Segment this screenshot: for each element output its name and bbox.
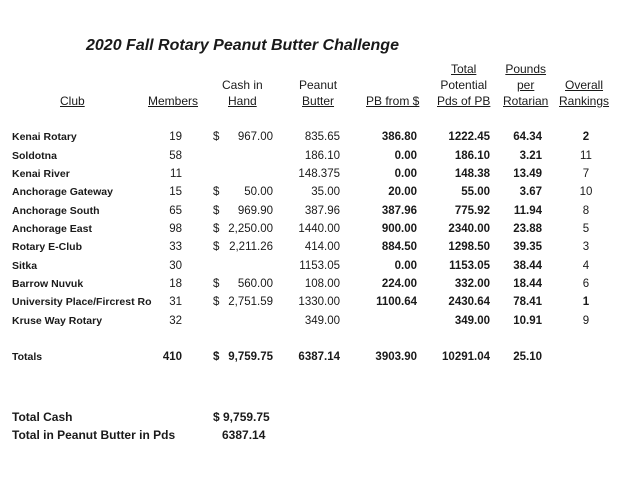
members-count: 15	[169, 186, 182, 198]
pounds-per-rotarian: 78.41	[513, 296, 542, 308]
club-name: Kenai Rotary	[12, 131, 77, 143]
pb-from-dollars: 0.00	[394, 168, 417, 180]
header-members-line: Members	[148, 94, 199, 108]
header-cash	[222, 77, 263, 109]
header-pounds-line1: Pounds	[505, 62, 547, 76]
table-row	[0, 202, 640, 220]
pounds-per-rotarian: 10.91	[513, 315, 542, 327]
header-pounds	[503, 61, 548, 109]
members-count: 18	[169, 278, 182, 290]
pb-from-dollars: 224.00	[381, 278, 417, 290]
pounds-per-rotarian: 11.94	[513, 205, 542, 217]
total-potential: 186.10	[454, 150, 490, 162]
peanut-butter: 1153.05	[299, 260, 340, 272]
peanut-butter: 349.00	[304, 315, 340, 327]
dollar-sign: $	[213, 296, 220, 308]
table-row	[0, 257, 640, 275]
total-potential: 349.00	[454, 315, 490, 327]
overall-ranking: 6	[582, 278, 590, 290]
peanut-butter: 835.65	[304, 131, 340, 143]
header-pounds-line2: per	[517, 78, 535, 92]
totals-members: 410	[162, 351, 182, 363]
cash-in-hand: 969.90	[237, 205, 273, 217]
table-row	[0, 238, 640, 256]
dollar-sign: $	[213, 131, 220, 143]
club-name: Anchorage Gateway	[12, 186, 113, 198]
overall-ranking: 10	[579, 186, 593, 198]
pounds-per-rotarian: 38.44	[513, 260, 542, 272]
table-row	[0, 220, 640, 238]
pb-from-dollars: 0.00	[394, 150, 417, 162]
members-count: 33	[169, 241, 182, 253]
header-overall-line2: Rankings	[559, 94, 610, 108]
header-total-line2: Potential	[440, 78, 488, 92]
header-pbfrom	[366, 93, 419, 109]
peanut-butter: 35.00	[311, 186, 340, 198]
table-row	[0, 147, 640, 165]
cash-in-hand: 967.00	[237, 131, 273, 143]
pb-from-dollars: 20.00	[388, 186, 417, 198]
total-potential: 332.00	[454, 278, 490, 290]
pounds-per-rotarian: 3.67	[519, 186, 542, 198]
header-pbfrom-line: PB from $	[366, 94, 420, 108]
header-overall-line1: Overall	[565, 78, 604, 92]
totals-pounds-per-rotarian: 25.10	[513, 351, 542, 363]
overall-ranking: 5	[582, 223, 590, 235]
totals-peanut-butter: 6387.14	[298, 351, 340, 363]
header-club-line: Club	[60, 94, 85, 108]
cash-in-hand: 2,211.26	[229, 241, 273, 253]
total-potential: 2430.64	[448, 296, 490, 308]
club-name: Soldotna	[12, 150, 57, 162]
pounds-per-rotarian: 39.35	[513, 241, 542, 253]
table-row	[0, 312, 640, 330]
peanut-butter: 108.00	[304, 278, 340, 290]
pounds-per-rotarian: 13.49	[513, 168, 542, 180]
club-name: University Place/Fircrest Ro	[12, 296, 152, 308]
cash-in-hand: 2,751.59	[228, 296, 273, 308]
pounds-per-rotarian: 3.21	[519, 150, 542, 162]
header-peanut-line1: Peanut	[299, 78, 338, 92]
club-name: Sitka	[12, 260, 38, 272]
pb-from-dollars: 387.96	[381, 205, 417, 217]
overall-ranking: 8	[582, 205, 590, 217]
overall-ranking: 9	[582, 315, 590, 327]
table-row	[0, 183, 640, 201]
header-pounds-line3: Rotarian	[503, 94, 549, 108]
summary-pb-label: Total in Peanut Butter in Pds	[12, 428, 176, 442]
table-row	[0, 165, 640, 183]
total-potential: 1298.50	[448, 241, 490, 253]
header-club	[60, 93, 85, 109]
members-count: 31	[169, 296, 182, 308]
peanut-butter: 414.00	[304, 241, 340, 253]
table-row	[0, 275, 640, 293]
summary-cash-label: Total Cash	[12, 410, 73, 424]
header-cash-line1: Cash in	[222, 78, 263, 92]
header-peanut-line2: Butter	[302, 94, 335, 108]
totals-dollar-sign: $	[213, 351, 220, 363]
totals-pb-from-dollars: 3903.90	[375, 351, 417, 363]
totals-total-potential: 10291.04	[442, 351, 490, 363]
total-potential: 55.00	[461, 186, 490, 198]
pounds-per-rotarian: 64.34	[513, 131, 542, 143]
dollar-sign: $	[213, 186, 220, 198]
club-name: Anchorage South	[12, 205, 100, 217]
dollar-sign: $	[213, 205, 220, 217]
pb-from-dollars: 0.00	[394, 260, 417, 272]
dollar-sign: $	[213, 223, 220, 235]
sheet-title: 2020 Fall Rotary Peanut Butter Challenge	[86, 37, 399, 54]
pb-from-dollars: 1100.64	[376, 296, 417, 308]
totals-row	[0, 348, 640, 366]
header-members	[148, 93, 198, 109]
dollar-sign: $	[213, 278, 220, 290]
total-potential: 775.92	[454, 205, 490, 217]
table-row	[0, 128, 640, 146]
pb-from-dollars: 386.80	[381, 131, 417, 143]
pb-from-dollars: 884.50	[381, 241, 417, 253]
header-peanut	[299, 77, 337, 109]
cash-in-hand: 2,250.00	[228, 223, 273, 235]
club-name: Kenai River	[12, 168, 70, 180]
total-potential: 1153.05	[449, 260, 490, 272]
peanut-butter: 387.96	[304, 205, 340, 217]
members-count: 19	[169, 131, 182, 143]
members-count: 58	[169, 150, 182, 162]
club-name: Barrow Nuvuk	[12, 278, 84, 290]
dollar-sign: $	[213, 241, 220, 253]
header-overall	[559, 77, 609, 109]
header-total-line3: Pds of PB	[437, 94, 491, 108]
pounds-per-rotarian: 23.88	[513, 223, 542, 235]
overall-ranking: 7	[582, 168, 590, 180]
overall-ranking: 1	[582, 296, 590, 308]
overall-ranking: 11	[580, 150, 592, 162]
totals-cash: 9,759.75	[228, 351, 273, 363]
members-count: 98	[169, 223, 182, 235]
summary-pb-value: 6387.14	[222, 428, 266, 442]
header-cash-line2: Hand	[228, 94, 257, 108]
members-count: 30	[169, 260, 182, 272]
header-total-line1: Total	[451, 62, 477, 76]
pounds-per-rotarian: 18.44	[513, 278, 542, 290]
summary-cash-value: $ 9,759.75	[213, 410, 270, 424]
members-count: 32	[169, 315, 182, 327]
overall-ranking: 3	[582, 241, 590, 253]
peanut-butter: 1440.00	[298, 223, 340, 235]
cash-in-hand: 50.00	[244, 186, 273, 198]
total-potential: 2340.00	[448, 223, 490, 235]
total-potential: 148.38	[454, 168, 490, 180]
peanut-butter: 1330.00	[298, 296, 340, 308]
table-row	[0, 293, 640, 311]
members-count: 65	[169, 205, 182, 217]
club-name: Kruse Way Rotary	[12, 315, 103, 327]
members-count: 11	[170, 168, 182, 180]
header-total	[437, 61, 490, 109]
total-potential: 1222.45	[448, 131, 490, 143]
peanut-butter: 148.375	[298, 168, 340, 180]
overall-ranking: 4	[582, 260, 590, 272]
pb-from-dollars: 900.00	[381, 223, 417, 235]
club-name: Rotary E-Club	[12, 241, 83, 253]
club-name: Anchorage East	[12, 223, 92, 235]
cash-in-hand: 560.00	[237, 278, 273, 290]
overall-ranking: 2	[582, 131, 590, 143]
peanut-butter: 186.10	[304, 150, 340, 162]
totals-label: Totals	[12, 351, 43, 363]
